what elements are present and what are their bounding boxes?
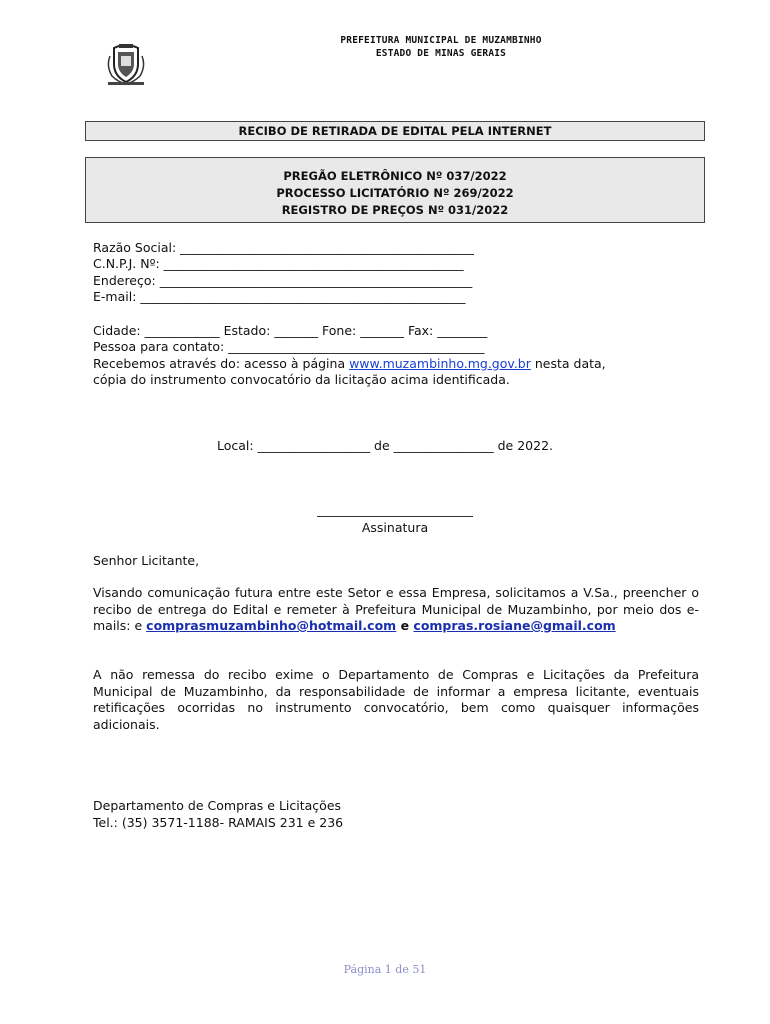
pessoa-contato-field: Pessoa para contato: _________________________________________ <box>93 339 485 354</box>
endereco-field: Endereço: __________________________________________________ <box>93 273 473 288</box>
recebemos-prefix: Recebemos através do: acesso à página <box>93 356 350 371</box>
process-info-box <box>85 157 705 223</box>
department-phone: Tel.: (35) 3571-1188- RAMAIS 231 e 236 <box>93 815 344 830</box>
request-and: e <box>396 618 414 633</box>
recebemos-line <box>93 356 606 373</box>
greeting: Senhor Licitante, <box>93 553 200 568</box>
notice-paragraph: A não remessa do recibo exime o Departamento de Compras e Licitações da Prefeitura Municipal de Muzambinho, da responsabilidade de informar a empresa licitante, eventuais retificações ocorridas no instrumento convocatório, bem como quaisquer informações adicionais. <box>93 667 699 732</box>
email-link-hotmail[interactable]: comprasmuzambinho@hotmail.com <box>146 618 397 633</box>
copia-line: cópia do instrumento convocatório da licitação acima identificada. <box>93 372 510 387</box>
recebemos-suffix: nesta data, <box>530 356 606 371</box>
email-field: E-mail: ____________________________________________________ <box>93 289 466 304</box>
razao-social-field: Razão Social: _______________________________________________ <box>93 240 474 255</box>
cnpj-field: C.N.P.J. Nº: ________________________________________________ <box>93 256 464 271</box>
processo-line: PROCESSO LICITATÓRIO Nº 269/2022 <box>276 186 514 200</box>
header-line-1: PREFEITURA MUNICIPAL DE MUZAMBINHO <box>340 35 542 46</box>
cidade-estado-fone-fax-field: Cidade: ____________ Estado: _______ Fone: _______ Fax: ________ <box>93 323 488 338</box>
header-line-2: ESTADO DE MINAS GERAIS <box>375 48 507 59</box>
request-text: Visando comunicação futura entre este Setor e essa Empresa, solicitamos a V.Sa., preencher o recibo de entrega do Edital e remeter à Prefeitura Municipal de Muzambinho, por meio dos e-mails: e <box>93 585 699 633</box>
signature-line <box>317 516 473 517</box>
registro-line: REGISTRO DE PREÇOS Nº 031/2022 <box>281 203 509 217</box>
page-number: Página 1 de 51 <box>343 963 427 976</box>
request-paragraph <box>93 585 699 635</box>
pregao-line: PREGÃO ELETRÔNICO Nº 037/2022 <box>283 169 507 183</box>
local-date-line: Local: __________________ de ________________ de 2022. <box>216 438 553 453</box>
website-link[interactable]: www.muzambinho.mg.gov.br <box>349 356 531 371</box>
document-title-box <box>85 121 705 141</box>
department-name: Departamento de Compras e Licitações <box>93 798 342 813</box>
email-link-gmail[interactable]: compras.rosiane@gmail.com <box>413 618 616 633</box>
signature-label: Assinatura <box>361 520 429 535</box>
document-title: RECIBO DE RETIRADA DE EDITAL PELA INTERNET <box>238 124 552 138</box>
